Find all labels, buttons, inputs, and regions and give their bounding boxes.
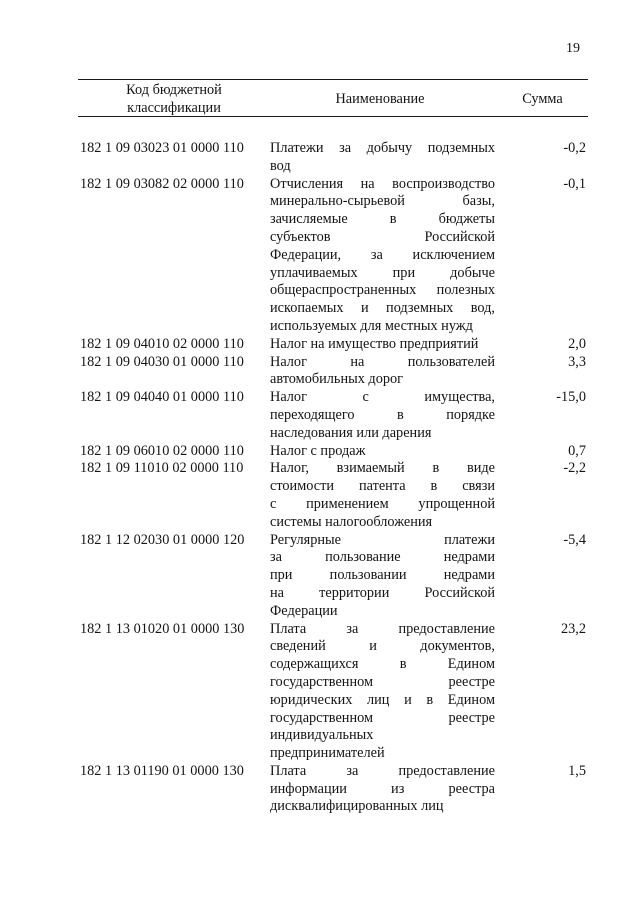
- row-name-line: Федерации: [270, 602, 338, 619]
- row-code: 182 1 09 11010 02 0000 110: [80, 460, 244, 477]
- row-name-line: предпринимателей: [270, 745, 385, 762]
- row-sum: -0,1: [563, 175, 586, 192]
- row-name-line: дисквалифицированных лиц: [270, 798, 444, 815]
- row-name: [270, 532, 495, 621]
- row-name-line: Отчисления на воспроизводство: [270, 175, 495, 192]
- row-name: [270, 443, 495, 461]
- row-sum: 2,0: [568, 335, 586, 352]
- row-name: [270, 763, 495, 816]
- table-row: [80, 176, 588, 336]
- row-name-line: системы налогообложения: [270, 513, 433, 530]
- row-name-line: Плата за предоставление: [270, 620, 495, 637]
- row-code: 182 1 09 03082 02 0000 110: [80, 175, 244, 192]
- row-name-line: Налог с продаж: [270, 442, 366, 459]
- row-name-line: Налог с имущества,: [270, 389, 495, 406]
- row-sum: -0,2: [563, 140, 586, 156]
- row-name-line: стоимости патента в связи: [270, 478, 495, 495]
- table-row: [80, 763, 588, 816]
- row-code: 182 1 09 04030 01 0000 110: [80, 353, 244, 370]
- table-row: [80, 621, 588, 763]
- row-name-line: общераспространенных полезных: [270, 282, 495, 299]
- row-name-line: ископаемых и подземных вод,: [270, 300, 495, 317]
- row-name-line: за пользование недрами: [270, 549, 495, 566]
- row-name-line: Регулярные платежи: [270, 531, 495, 548]
- row-name-line: используемых для местных нужд: [270, 317, 473, 334]
- table-top-rule: [78, 79, 588, 80]
- table-row: [80, 460, 588, 531]
- row-name: [270, 176, 495, 336]
- row-code: 182 1 09 04040 01 0000 110: [80, 389, 244, 406]
- row-name: [270, 140, 495, 176]
- row-code: 182 1 09 03023 01 0000 110: [80, 140, 244, 156]
- row-code: 182 1 13 01190 01 0000 130: [80, 762, 244, 779]
- table-row: [80, 140, 588, 176]
- row-sum: -2,2: [563, 460, 586, 477]
- row-name-line: Плата за предоставление: [270, 762, 495, 779]
- row-name-line: наследования или дарения: [270, 424, 432, 441]
- table-header-rule: [78, 116, 588, 117]
- row-name-line: индивидуальных: [270, 727, 374, 744]
- row-name-line: автомобильных дорог: [270, 371, 404, 388]
- row-name-line: Налог на имущество предприятий: [270, 335, 479, 352]
- row-name-line: сведений и документов,: [270, 638, 495, 655]
- row-name: [270, 621, 495, 763]
- table-body: [80, 140, 588, 816]
- row-name: [270, 336, 495, 354]
- table-row: [80, 389, 588, 442]
- row-sum: 1,5: [568, 762, 586, 779]
- row-name-line: Платежи за добычу подземных: [270, 140, 495, 156]
- row-sum: -5,4: [563, 531, 586, 548]
- row-code: 182 1 09 04010 02 0000 110: [80, 335, 244, 352]
- row-name-line: юридических лиц и в Едином: [270, 691, 495, 708]
- row-name-line: с применением упрощенной: [270, 495, 495, 512]
- row-name-line: вод: [270, 157, 291, 174]
- row-name: [270, 389, 495, 442]
- table-row: [80, 336, 588, 354]
- row-name-line: Федерации, за исключением: [270, 246, 495, 263]
- row-name-line: Налог на пользователей: [270, 353, 495, 370]
- table-row: [80, 443, 588, 461]
- row-name-line: содержащихся в Едином: [270, 656, 495, 673]
- row-name-line: государственном реестре: [270, 673, 495, 690]
- row-name-line: переходящего в порядке: [270, 406, 495, 423]
- row-name-line: информации из реестра: [270, 780, 495, 797]
- header-code: Код бюджетной классификации: [126, 82, 222, 116]
- row-name-line: зачисляемые в бюджеты: [270, 211, 495, 228]
- page-number: 19: [566, 41, 580, 56]
- header-name: Наименование: [335, 91, 425, 107]
- row-sum: 0,7: [568, 442, 586, 459]
- row-code: 182 1 13 01020 01 0000 130: [80, 620, 245, 637]
- row-name-line: уплачиваемых при добыче: [270, 264, 495, 281]
- table-row: [80, 532, 588, 621]
- row-name: [270, 354, 495, 390]
- row-name: [270, 460, 495, 531]
- row-sum: -15,0: [556, 389, 586, 406]
- row-name-line: минерально-сырьевой базы,: [270, 193, 495, 210]
- row-name-line: субъектов Российской: [270, 228, 495, 245]
- row-sum: 23,2: [560, 620, 586, 637]
- table-row: [80, 354, 588, 390]
- row-name-line: Налог, взимаемый в виде: [270, 460, 495, 477]
- row-code: 182 1 12 02030 01 0000 120: [80, 531, 245, 548]
- row-name-line: при пользовании недрами: [270, 567, 495, 584]
- header-sum: Сумма: [522, 91, 563, 107]
- row-sum: 3,3: [568, 353, 586, 370]
- row-name-line: на территории Российской: [270, 584, 495, 601]
- row-code: 182 1 09 06010 02 0000 110: [80, 442, 244, 459]
- row-name-line: государственном реестре: [270, 709, 495, 726]
